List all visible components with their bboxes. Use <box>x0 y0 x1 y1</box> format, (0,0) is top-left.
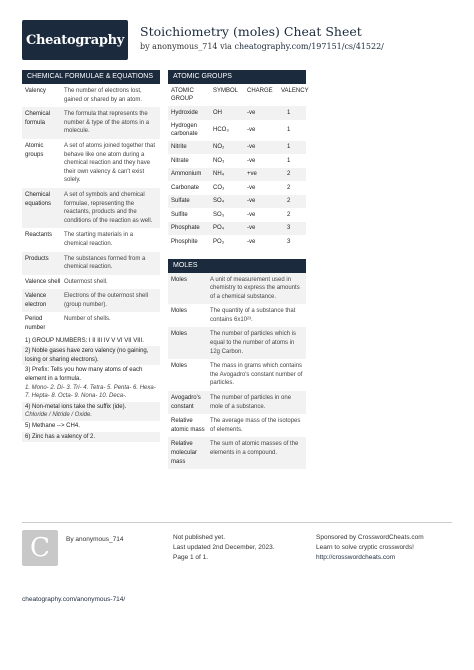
definition-text: The number of electrons lost, gained or shared by an atom. <box>64 88 143 103</box>
definition-text: The starting materials in a chemical reaction. <box>64 232 134 247</box>
cell-valency: 1 <box>287 157 291 164</box>
cell-symbol: HCO₃ <box>213 127 229 133</box>
definition-row <box>168 273 306 305</box>
definition-row <box>168 391 306 414</box>
col-header-group: ATOMIC GROUP <box>171 88 194 102</box>
cell-group: Sulfate <box>171 198 190 205</box>
footer-status <box>173 533 275 562</box>
definition-text: The number of particles in one mole of a substance. <box>210 395 292 410</box>
cell-valency: 3 <box>287 238 291 245</box>
cell-valency: 2 <box>287 198 291 205</box>
definition-term: Valence electron <box>25 293 47 308</box>
atomic-table-header <box>168 84 309 106</box>
definition-row <box>22 188 160 228</box>
byline-prefix: by anonymous_714 via <box>140 42 235 51</box>
table-row <box>168 208 306 222</box>
definition-row <box>168 327 306 359</box>
cheatography-logo[interactable] <box>22 20 128 60</box>
definition-row <box>168 414 306 437</box>
definition-row <box>168 437 306 469</box>
definition-text: Number of shells. <box>64 316 111 323</box>
definition-term: Relative molecular mass <box>171 441 198 465</box>
definition-row <box>22 252 160 275</box>
cell-symbol: SO₃ <box>213 211 225 218</box>
cell-charge: -ve <box>247 109 256 116</box>
definition-row <box>22 84 160 107</box>
page-header <box>22 20 452 60</box>
cell-valency: 3 <box>287 225 291 232</box>
definition-text: A unit of measurement used in chemistry to express the amounts of a chemical substance. <box>210 276 300 300</box>
table-row <box>168 154 306 168</box>
cell-charge: -ve <box>247 211 256 218</box>
cell-group: Ammonium <box>171 171 202 178</box>
definition-text: Electrons of the outermost shell (group number). <box>64 293 149 308</box>
definition-term: Chemical equations <box>25 191 52 207</box>
cell-group: Nitrite <box>171 144 187 151</box>
author-profile-link[interactable]: cheatography.com/anonymous-714/ <box>22 596 126 603</box>
sponsor-link[interactable]: http://crosswordcheats.com <box>316 553 396 561</box>
cell-charge: -ve <box>247 198 256 205</box>
cell-symbol: PO₃ <box>213 238 225 245</box>
definition-row <box>22 275 160 290</box>
note-3 <box>22 365 160 401</box>
table-row <box>168 141 306 155</box>
table-row <box>168 195 306 209</box>
moles-definitions-list <box>168 273 306 470</box>
definition-text: The substances formed from a chemical reaction. <box>64 255 146 271</box>
cell-charge: -ve <box>247 127 256 133</box>
definition-row <box>168 359 306 391</box>
logo-text: Cheatography <box>25 32 125 48</box>
definition-text: A set of symbols and chemical formulae, representing the reactants, products and the conditions of the reaction as well. <box>64 191 153 224</box>
col-header-symbol: SYMBOL <box>213 88 239 94</box>
definition-term: Period number <box>25 316 46 332</box>
section-heading-chemical-formulae: CHEMICAL FORMULAE & EQUATIONS <box>22 70 160 84</box>
column-right <box>168 70 309 469</box>
definition-row <box>22 312 160 335</box>
definition-row <box>22 107 160 139</box>
definition-text: The quantity of a substance that contains 6x10²³. <box>210 308 296 323</box>
footer-sponsor <box>316 533 424 562</box>
page-number: Page 1 of 1. <box>173 553 209 561</box>
note-3-detail: 1. Mono- 2. Di- 3. Tri- 4. Tetra- 5. Penta- 6. Hexa- 7. Hepta- 8. Octa- 9. Nona- 10. Deca-. <box>25 384 156 400</box>
definition-term: Avogadro's constant <box>171 395 201 410</box>
byline <box>140 42 384 51</box>
sponsor-text: Sponsored by CrosswordCheats.com <box>316 534 424 541</box>
table-row <box>168 168 306 182</box>
cell-group: Sulfite <box>171 211 188 218</box>
cell-group: Nitrate <box>171 157 189 164</box>
publish-status: Not published yet. <box>173 534 226 541</box>
cell-symbol: PO₄ <box>213 225 225 232</box>
atomic-groups-table <box>168 106 306 249</box>
note-2: 2) Noble gases have zero valency (no gaining, losing or sharing electrons). <box>22 346 160 365</box>
definition-term: Atomic groups <box>25 142 44 158</box>
definition-term: Moles <box>171 276 188 283</box>
table-row <box>168 120 306 141</box>
cell-symbol: OH <box>213 109 222 116</box>
cell-group: Hydrogen carbonate <box>171 123 198 137</box>
table-row <box>168 181 306 195</box>
cell-symbol: NH₄ <box>213 171 225 178</box>
cell-charge: -ve <box>247 184 256 191</box>
definition-term: Chemical formula <box>25 111 51 126</box>
definition-term: Valency <box>25 88 46 94</box>
definition-text: Outermost shell. <box>64 278 108 285</box>
cell-group: Carbonate <box>171 184 200 191</box>
table-row <box>168 222 306 236</box>
note-6: 6) Zinc has a valency of 2. <box>22 432 160 443</box>
cell-symbol: CO₃ <box>213 184 225 191</box>
cell-charge: +ve <box>247 171 257 178</box>
last-updated: Last updated 2nd December, 2023. <box>173 543 275 551</box>
cell-valency: 2 <box>287 211 291 218</box>
note-4 <box>22 402 160 421</box>
definition-text: The sum of atomic masses of the elements in a compound. <box>210 441 299 456</box>
note-3-text: 3) Prefix: Tells you how many atoms of each element in a formula. <box>25 367 143 383</box>
col-header-valency: VALENCY <box>281 88 309 94</box>
cell-valency: 1 <box>287 144 291 151</box>
sponsor-tagline: Learn to solve cryptic crosswords! <box>316 543 414 551</box>
definition-term: Moles <box>171 331 188 338</box>
note-4-text: 4) Non-metal ions take the suffix (ide). <box>25 403 127 410</box>
definition-term: Valence shell <box>25 278 61 285</box>
col-header-charge: CHARGE <box>247 88 273 94</box>
cell-symbol: SO₄ <box>213 198 225 205</box>
cell-valency: 2 <box>287 171 291 178</box>
cell-group: Phosphate <box>171 225 200 232</box>
sheet-url-link[interactable]: cheatography.com/197151/cs/41522/ <box>234 42 384 51</box>
definition-text: The number of particles which is equal to the number of atoms in 12g Carbon. <box>210 331 297 355</box>
definition-term: Reactants <box>25 232 53 239</box>
definition-term: Moles <box>171 363 188 370</box>
definition-row <box>22 228 160 251</box>
note-1: 1) GROUP NUMBERS: I II III IV V VI VII VIII. <box>25 337 144 344</box>
footer-author <box>22 530 152 603</box>
table-row <box>168 106 306 120</box>
cell-valency: 1 <box>287 109 291 116</box>
definition-text: The mass in grams which contains the Avogadro's constant number of particles. <box>210 363 303 387</box>
definition-row <box>168 304 306 327</box>
table-row <box>168 235 306 249</box>
author-name: By anonymous_714 <box>66 536 124 543</box>
cell-symbol: NO₂ <box>213 144 225 151</box>
footer-divider <box>22 522 452 523</box>
column-left <box>22 70 160 442</box>
notes-list <box>22 336 160 443</box>
section-heading-moles: MOLES <box>168 259 306 273</box>
section-heading-atomic-groups: ATOMIC GROUPS <box>168 70 306 84</box>
cell-charge: -ve <box>247 225 256 232</box>
definition-text: The average mass of the isotopes of elements. <box>210 418 301 433</box>
definition-row <box>22 139 160 188</box>
cell-charge: -ve <box>247 238 256 245</box>
cell-group: Hydroxide <box>171 109 199 116</box>
chemical-definitions-list <box>22 84 160 336</box>
page-title: Stoichiometry (moles) Cheat Sheet <box>140 24 362 39</box>
definition-text: The formula that represents the number & type of the atoms in a molecule. <box>64 111 150 135</box>
note-5: 5) Methane --> CH4. <box>25 423 80 429</box>
cell-symbol: NO₃ <box>213 157 225 164</box>
definition-term: Products <box>25 255 49 262</box>
cell-valency: 2 <box>287 184 291 191</box>
definition-term: Relative atomic mass <box>171 418 205 433</box>
cell-charge: -ve <box>247 157 256 164</box>
author-avatar[interactable]: C <box>22 530 58 566</box>
definition-row <box>22 289 160 312</box>
definition-term: Moles <box>171 308 188 315</box>
cell-valency: 1 <box>287 127 291 133</box>
definition-text: A set of atoms joined together that behave like one atom during a chemical reaction and they have their own valency & can't exist solely. <box>64 142 156 184</box>
cell-group: Phosphite <box>171 238 198 245</box>
cell-charge: -ve <box>247 144 256 151</box>
note-4-detail: Chloride / Nitride / Oxide. <box>25 412 93 419</box>
